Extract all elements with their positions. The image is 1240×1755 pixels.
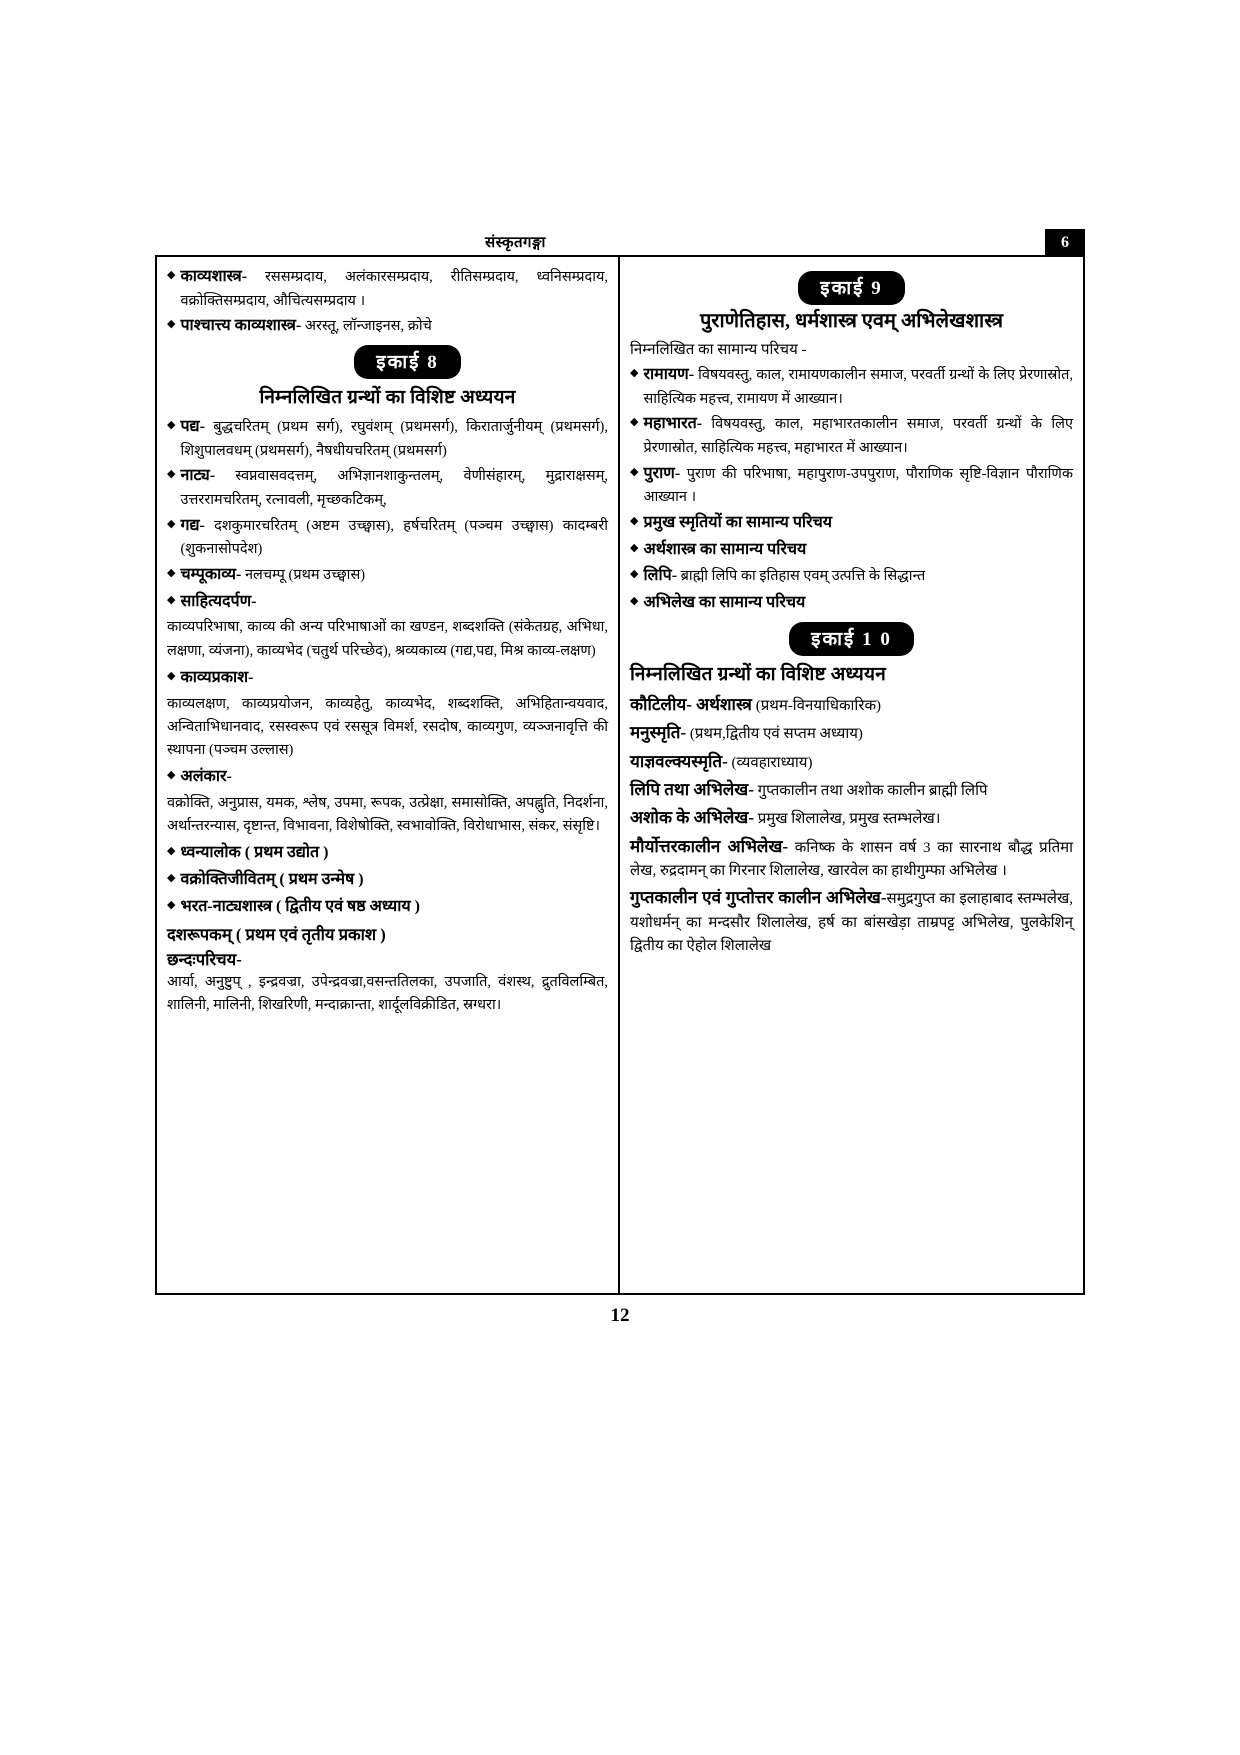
list-item xyxy=(167,841,608,866)
diamond-bullet-icon: ◆ xyxy=(167,419,176,432)
list-item-label: अर्थशास्त्र का सामान्य परिचय xyxy=(643,540,807,558)
diamond-bullet-icon: ◆ xyxy=(167,769,176,782)
list-item-text: ब्राह्मी लिपि का इतिहास एवम् उत्पत्ति के सिद्धान्त xyxy=(677,568,926,585)
list-item-label: पाश्चात्त्य काव्यशास्त्र- xyxy=(180,317,302,335)
list-item-label: काव्यशास्त्र- xyxy=(180,268,248,285)
list-item-body xyxy=(180,314,608,339)
chandah-label: छन्दःपरिचय- xyxy=(167,949,242,969)
list-item xyxy=(630,591,1073,616)
entry-label: अशोक के अभिलेख- xyxy=(630,808,754,828)
list-item xyxy=(167,314,608,339)
diamond-bullet-icon: ◆ xyxy=(630,541,639,554)
unit-badge-8: इकाई 8 xyxy=(354,345,460,379)
unit9-heading: पुराणेतिहास, धर्मशास्त्र एवम् अभिलेखशास्त्र xyxy=(699,310,1004,332)
list-item xyxy=(167,514,608,561)
list-item xyxy=(630,692,1073,718)
unit-badge-9: इकाई 9 xyxy=(798,271,904,305)
book-title: संस्कृतगङ्गा xyxy=(485,235,546,251)
list-item xyxy=(630,564,1073,589)
list-item-body xyxy=(180,841,608,866)
list-item-label: लिपि- xyxy=(643,567,678,585)
list-item-label: भरत-नाट्यशास्त्र ( द्वितीय एवं षष्ठ अध्याय ) xyxy=(180,897,420,915)
unit-badge-10: इकाई 1 0 xyxy=(789,622,914,656)
entry-text: कनिष्क के शासन वर्ष 3 का सारनाथ बौद्ध प्रतिमा लेख, रुद्रदामन् का गिरनार शिलालेख, खारवेल का हाथीगुम्फा अभिलेख । xyxy=(630,839,1073,880)
list-item xyxy=(167,563,608,588)
list-item xyxy=(167,415,608,462)
list-item xyxy=(630,805,1073,831)
entry-text: गुप्तकालीन तथा अशोक कालीन ब्राह्मी लिपि xyxy=(753,783,988,800)
list-item-body xyxy=(180,464,608,511)
list-item xyxy=(167,590,608,615)
page-number: 12 xyxy=(610,1305,630,1326)
sahitya-darpan-body: काव्यपरिभाषा, काव्य की अन्य परिभाषाओं का खण्डन, शब्दशक्ति (संकेतग्रह, अभिधा, लक्षणा, व्यंजना), काव्यभेद (चतुर्थ परिच्छेद), श्रव्यकाव्य (गद्य,पद्य, मिश्र काव्य-लक्षण) xyxy=(167,619,608,659)
entry-label: कौटिलीय- अर्थशास्त्र xyxy=(630,694,752,714)
unit-tag-wrapper xyxy=(630,622,1073,656)
diamond-bullet-icon: ◆ xyxy=(167,269,176,281)
entry-label: मनुस्मृति- xyxy=(630,723,687,743)
list-item xyxy=(630,720,1073,746)
dasharupakam-entry: दशरूपकम् ( प्रथम एवं तृतीय प्रकाश ) xyxy=(167,924,386,944)
entry-label: गुप्तकालीन एवं गुप्तोत्तर कालीन अभिलेख- xyxy=(630,888,887,908)
diamond-bullet-icon: ◆ xyxy=(167,669,176,682)
list-item xyxy=(167,265,608,312)
diamond-bullet-icon: ◆ xyxy=(167,517,176,530)
list-item-body xyxy=(180,415,608,462)
list-item-body xyxy=(180,590,608,615)
kavyaprakash-body: काव्यलक्षण, काव्यप्रयोजन, काव्यहेतु, काव्यभेद, शब्दशक्ति, अभिहितान्वयवाद, अन्विताभिधानवाद, रसस्वरूप एवं रससूत्र विमर्श, रसदोष, काव्यगुण, व्यञ्जनावृत्ति की स्थापना (पञ्चम उल्लास) xyxy=(167,695,608,758)
list-item xyxy=(630,777,1073,803)
diamond-bullet-icon: ◆ xyxy=(167,566,176,579)
diamond-bullet-icon: ◆ xyxy=(167,872,176,885)
diamond-bullet-icon: ◆ xyxy=(630,465,639,478)
list-item-label: चम्पूकाव्य- xyxy=(180,565,242,583)
list-item-body xyxy=(180,895,608,920)
alankar-label: अलंकार- xyxy=(180,768,232,786)
section-title-unit8: निम्नलिखित ग्रन्थों का विशिष्ट अध्ययन xyxy=(259,387,516,409)
content-frame xyxy=(155,255,1085,1295)
list-item-text: नलचम्पू (प्रथम उच्छ्वास) xyxy=(241,566,366,583)
list-item xyxy=(630,538,1073,563)
list-item-text: बुद्धचरितम् (प्रथम सर्ग), रघुवंशम् (प्रथमसर्ग), किरातार्जुनीयम् (प्रथमसर्ग), शिशुपालवधम् (प्रथमसर्ग), नैषधीयचरितम् (प्रथमसर्ग) xyxy=(180,419,608,459)
list-item xyxy=(630,412,1073,459)
diamond-bullet-icon: ◆ xyxy=(630,514,639,527)
list-item-label: महाभारत- xyxy=(643,415,703,433)
kavyaprakash-label: काव्यप्रकाश- xyxy=(180,668,254,686)
section-title-unit10: निम्नलिखित ग्रन्थों का विशिष्ट अध्ययन xyxy=(630,663,886,685)
list-item-body xyxy=(180,666,608,691)
list-item-text: विषयवस्तु, काल, रामायणकालीन समाज, परवर्ती ग्रन्थों के लिए प्रेरणास्रोत, साहित्यिक महत्त्व, रामायण में आख्यान। xyxy=(643,367,1073,407)
list-item-body xyxy=(643,511,1073,536)
entry-text: प्रमुख शिलालेख, प्रमुख स्तम्भलेख। xyxy=(754,811,941,828)
list-item-label: रामायण- xyxy=(643,366,695,383)
list-item-label: नाट्य- xyxy=(180,467,216,485)
entry-label: याज्ञवल्क्यस्मृति- xyxy=(630,751,728,771)
diamond-bullet-icon: ◆ xyxy=(167,468,176,481)
list-item-body xyxy=(180,265,608,312)
right-column xyxy=(620,257,1083,1293)
entry-text: (प्रथम-विनयाधिकारिक) xyxy=(751,697,881,714)
list-item xyxy=(167,464,608,511)
list-item-body xyxy=(180,868,608,893)
list-item xyxy=(630,363,1073,410)
list-item-text: रससम्प्रदाय, अलंकारसम्प्रदाय, रीतिसम्प्रदाय, ध्वनिसम्प्रदाय, वक्रोक्तिसम्प्रदाय, औचित्यसम्प्रदाय । xyxy=(180,269,608,309)
diamond-bullet-icon: ◆ xyxy=(630,595,639,608)
list-item-body xyxy=(643,462,1073,509)
entry-text: समुद्रगुप्त का इलाहाबाद स्तम्भलेख, यशोधर्मन् का मन्दसौर शिलालेख, हर्ष का बांसखेड़ा ताम्रपट्ट अभिलेख, पुलकेशिन् द्वितीय का ऐहोल शिलालेख xyxy=(630,891,1073,954)
list-item-text: पुराण की परिभाषा, महापुराण-उपपुराण, पौराणिक सृष्टि-विज्ञान पौराणिक आख्यान । xyxy=(643,465,1073,506)
diamond-bullet-icon: ◆ xyxy=(167,898,176,911)
list-item-body xyxy=(180,765,608,790)
list-item-label: पुराण- xyxy=(643,464,681,482)
list-item-label: ध्वन्यालोक ( प्रथम उद्योत ) xyxy=(180,844,329,862)
list-item xyxy=(167,868,608,893)
diamond-bullet-icon: ◆ xyxy=(167,845,176,858)
entry-label: लिपि तथा अभिलेख- xyxy=(630,780,754,800)
list-item-label: पद्य- xyxy=(180,418,205,436)
list-item-label: गद्य- xyxy=(180,516,205,534)
list-item xyxy=(630,834,1073,884)
list-item-text: विषयवस्तु, काल, महाभारतकालीन समाज, परवर्ती ग्रन्थों के लिए प्रेरणास्रोत, साहित्यिक महत्त्व, महाभारत में आख्यान। xyxy=(643,416,1073,457)
list-item-label: प्रमुख स्मृतियों का सामान्य परिचय xyxy=(643,513,833,531)
list-item xyxy=(630,885,1073,958)
unit-tag-wrapper xyxy=(167,345,608,379)
diamond-bullet-icon: ◆ xyxy=(630,416,639,429)
list-item xyxy=(167,765,608,790)
list-item-body xyxy=(643,363,1073,410)
diamond-bullet-icon: ◆ xyxy=(630,568,639,581)
diamond-bullet-icon: ◆ xyxy=(630,367,639,379)
diamond-bullet-icon: ◆ xyxy=(167,318,176,331)
list-item-text: दशकुमारचरितम् (अष्टम उच्छ्वास), हर्षचरितम् (पञ्चम उच्छ्वास) कादम्बरी (शुकनासोपदेश) xyxy=(180,517,608,558)
unit-tag-wrapper xyxy=(630,271,1073,305)
list-item-label: अभिलेख का सामान्य परिचय xyxy=(643,594,806,612)
unit-page-tab: 6 xyxy=(1045,229,1085,257)
list-item-label: साहित्यदर्पण- xyxy=(180,592,257,610)
list-item xyxy=(630,749,1073,775)
list-item-body xyxy=(643,564,1073,589)
list-item-text: अरस्तू, लॉन्जाइनस, क्रोचे xyxy=(301,318,432,335)
list-item-body xyxy=(180,563,608,588)
list-item xyxy=(630,462,1073,509)
list-item-label: वक्रोक्तिजीवितम् ( प्रथम उन्मेष ) xyxy=(180,871,364,889)
diamond-bullet-icon: ◆ xyxy=(167,593,176,606)
list-item-body xyxy=(643,412,1073,459)
chandah-body: आर्या, अनुष्टुप् , इन्द्रवज्रा, उपेन्द्रवज्रा,वसन्ततिलका, उपजाति, वंशस्थ, द्रुतविलम्बित, शालिनी, मालिनी, शिखरिणी, मन्दाक्रान्ता, शार्दूलविक्रीडित, स्रग्धरा। xyxy=(167,973,608,1013)
list-item-text: स्वप्नवासवदत्तम्, अभिज्ञानशाकुन्तलम्, वेणीसंहारम्, मुद्राराक्षसम्, उत्तररामचरितम्, रत्नावली, मृच्छकटिकम्, xyxy=(180,468,608,509)
left-column xyxy=(157,257,620,1293)
unit9-sub-lead: निम्नलिखित का सामान्य परिचय - xyxy=(630,342,807,358)
entry-label: मौर्योत्तरकालीन अभिलेख- xyxy=(630,836,789,856)
entry-text: (प्रथम,द्वितीय एवं सप्तम अध्याय) xyxy=(686,726,863,743)
entry-text: (व्यवहाराध्याय) xyxy=(727,754,813,771)
list-item xyxy=(167,666,608,691)
list-item xyxy=(630,511,1073,536)
list-item-body xyxy=(180,514,608,561)
list-item-body xyxy=(643,538,1073,563)
list-item-body xyxy=(643,591,1073,616)
list-item xyxy=(167,895,608,920)
alankar-body: वक्रोक्ति, अनुप्रास, यमक, श्लेष, उपमा, रूपक, उत्प्रेक्षा, समासोक्ति, अपह्नुति, निदर्शना, अर्थान्तरन्यास, दृष्टान्त, विभावना, विशेषोक्ति, स्वभावोक्ति, विरोधाभास, संकर, संसृष्टि। xyxy=(167,794,608,835)
